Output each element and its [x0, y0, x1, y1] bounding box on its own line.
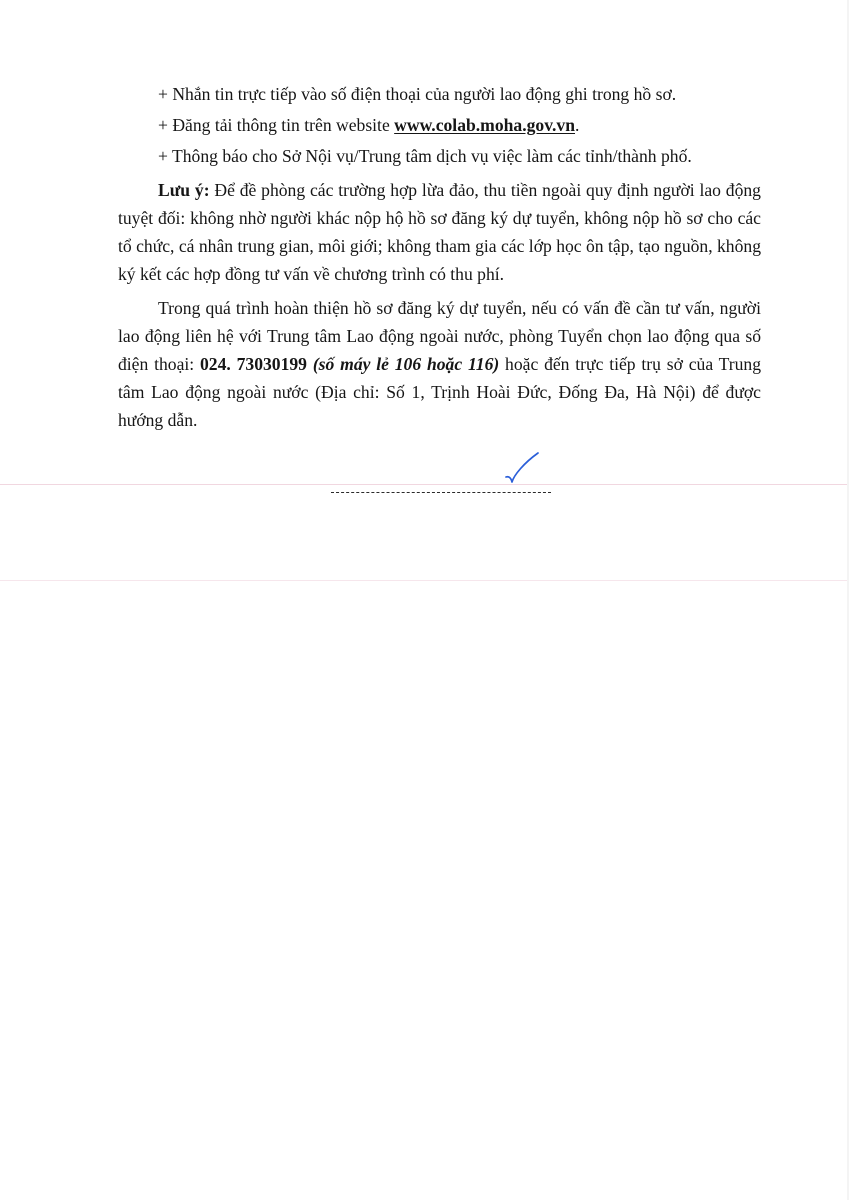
- contact-text-after: hoặc đến trực tiếp trụ sở của Trung tâm Lao động ngoài nước (Địa chỉ: Số 1, Trịnh Hoài Đức, Đống Đa, Hà Nội) để được hướng dẫn.: [118, 354, 762, 430]
- note-text: Để đề phòng các trường hợp lừa đảo, thu tiền ngoài quy định người lao động tuyệt đối: không nhờ người khác nộp hộ hồ sơ đăng ký dự tuyển, không nộp hồ sơ cho các tổ chức, cá nhân trung gian, môi giới; không tham gia các lớp học ôn tập, tạo nguồn, không ký kết các hợp đồng tư vấn về chương trình có thu phí.: [118, 180, 761, 284]
- end-divider: [331, 492, 551, 493]
- note-label: Lưu ý:: [158, 180, 210, 200]
- bullet-notify: [118, 142, 761, 170]
- bullet-website-prefix: + Đăng tải thông tin trên website: [158, 115, 395, 135]
- contact-paragraph: [118, 294, 761, 434]
- checkmark-pen-stroke: [506, 453, 538, 482]
- bullet-sms: [118, 80, 761, 108]
- bullet-website: [118, 111, 761, 139]
- bullet-sms-text: + Nhắn tin trực tiếp vào số điện thoại của người lao động ghi trong hồ sơ.: [158, 84, 677, 104]
- contact-extensions: (số máy lẻ 106 hoặc 116): [312, 354, 500, 374]
- contact-phone: 024. 73030199: [200, 354, 307, 374]
- document-body: [118, 80, 761, 434]
- scan-artifact-line: [0, 484, 849, 485]
- note-paragraph: [118, 176, 761, 288]
- checkmark-pen-icon: [502, 449, 542, 489]
- scan-artifact-line: [0, 580, 849, 581]
- contact-text-before: Trong quá trình hoàn thiện hồ sơ đăng ký dự tuyển, nếu có vấn đề cần tư vấn, người lao động liên hệ với Trung tâm Lao động ngoài nước, phòng Tuyển chọn lao động qua số điện thoại:: [118, 298, 761, 374]
- website-link[interactable]: www.colab.moha.gov.vn: [394, 115, 576, 135]
- bullet-notify-text: + Thông báo cho Sở Nội vụ/Trung tâm dịch vụ việc làm các tỉnh/thành phố.: [158, 146, 692, 166]
- bullet-website-suffix: .: [575, 115, 580, 135]
